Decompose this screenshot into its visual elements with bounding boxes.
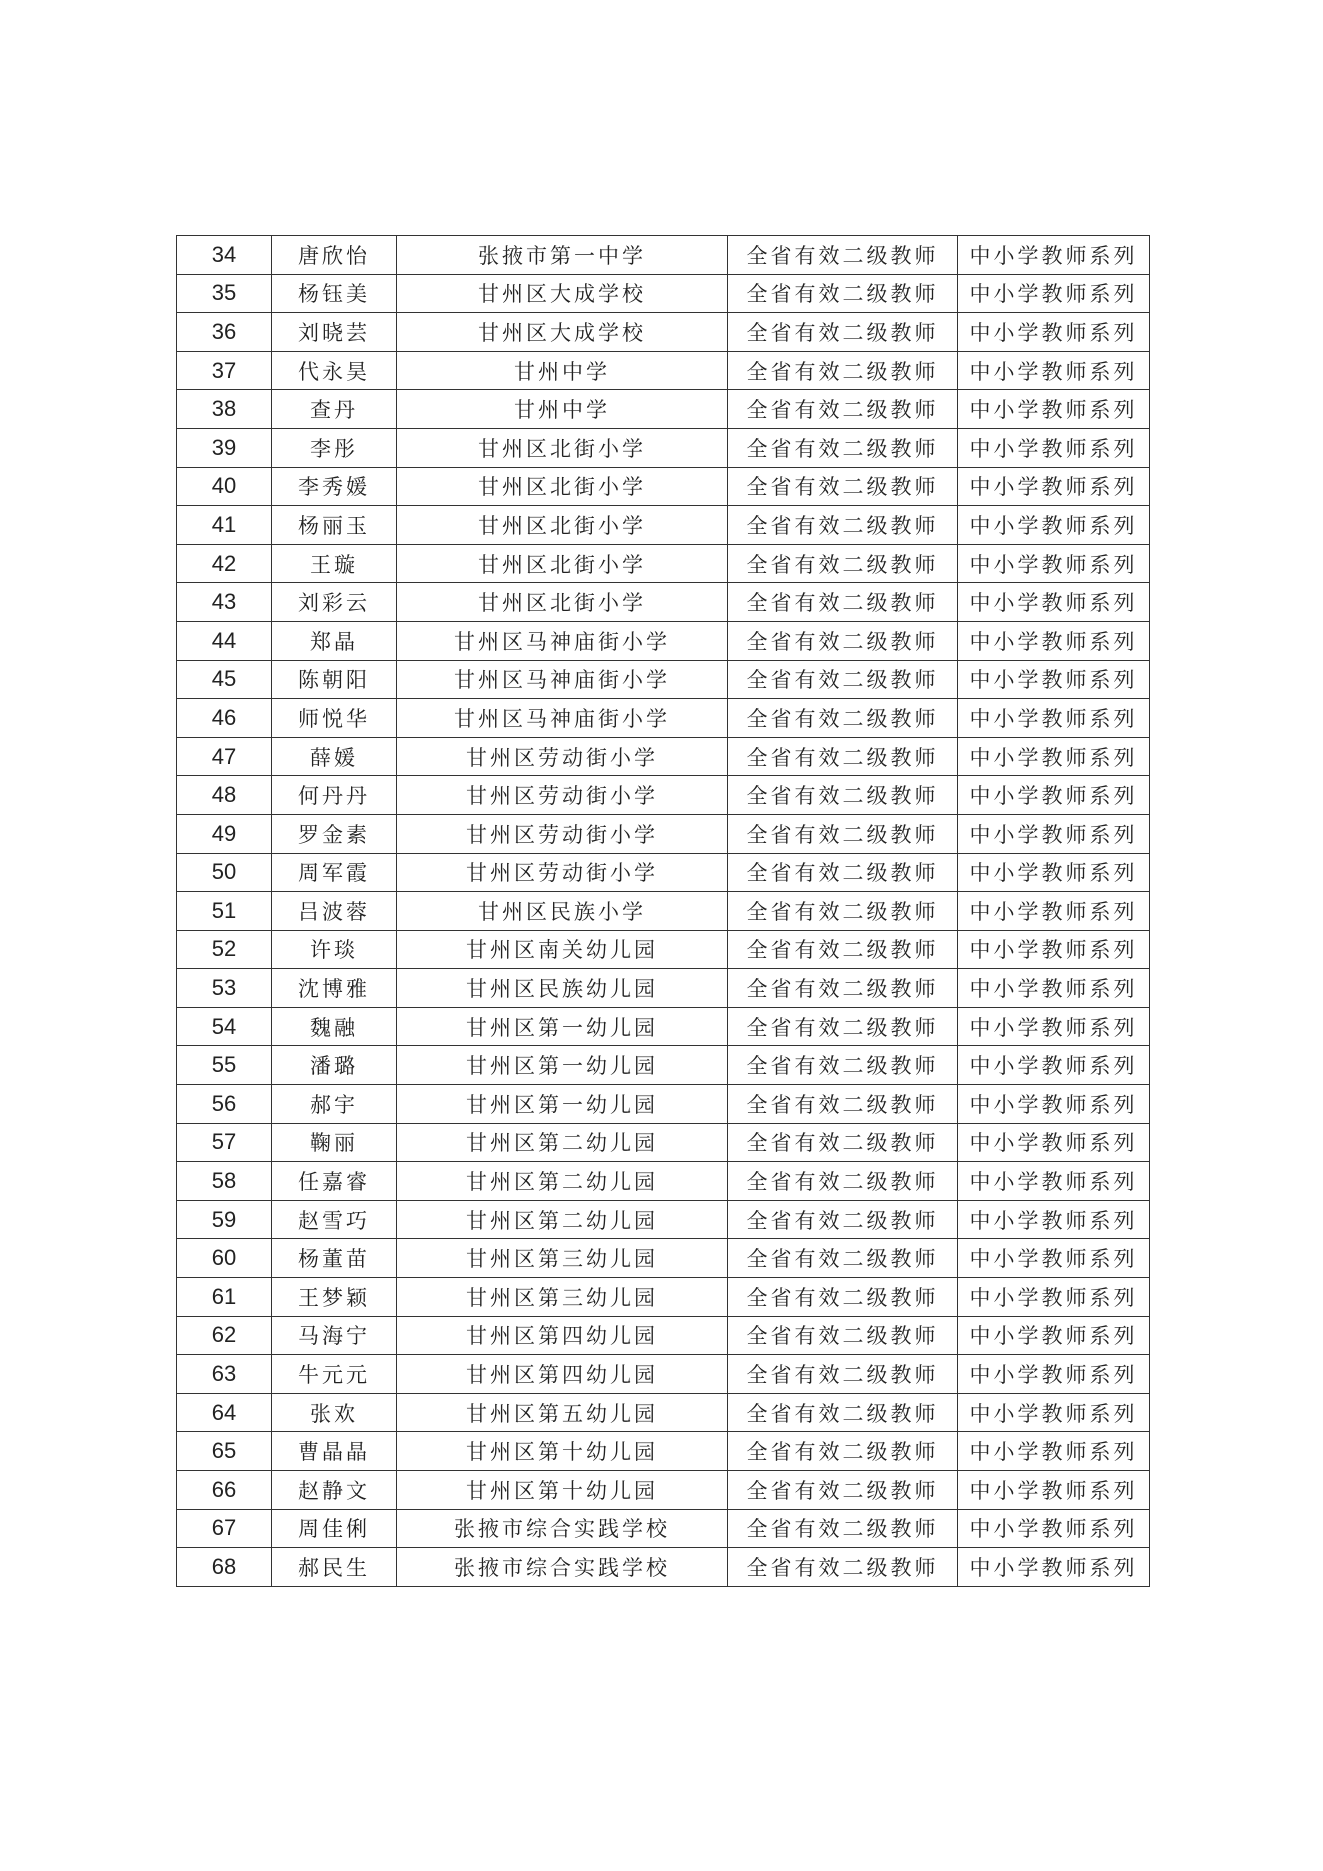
school-unit-cell: 甘州区第四幼儿园 [397,1355,728,1394]
school-unit-cell: 甘州区第四幼儿园 [397,1316,728,1355]
qualification-level-cell: 全省有效二级教师 [728,313,958,352]
school-unit-cell: 甘州区劳动街小学 [397,814,728,853]
table-row [177,236,1150,275]
row-number-cell: 42 [177,544,272,583]
table-row [177,621,1150,660]
row-number-cell: 62 [177,1316,272,1355]
school-unit-cell: 甘州中学 [397,351,728,390]
row-number-cell: 63 [177,1355,272,1394]
teacher-name-cell: 李秀媛 [272,467,397,506]
row-number-cell: 64 [177,1393,272,1432]
table-row [177,1316,1150,1355]
table-row [177,1085,1150,1124]
qualification-level-cell: 全省有效二级教师 [728,814,958,853]
qualification-level-cell: 全省有效二级教师 [728,1509,958,1548]
qualification-level-cell: 全省有效二级教师 [728,1239,958,1278]
qualification-level-cell: 全省有效二级教师 [728,1393,958,1432]
table-row [177,506,1150,545]
qualification-level-cell: 全省有效二级教师 [728,621,958,660]
table-body [177,236,1150,1587]
row-number-cell: 48 [177,776,272,815]
qualification-level-cell: 全省有效二级教师 [728,1046,958,1085]
teacher-name-cell: 任嘉睿 [272,1162,397,1201]
school-unit-cell: 甘州区第二幼儿园 [397,1123,728,1162]
qualification-level-cell: 全省有效二级教师 [728,1007,958,1046]
school-unit-cell: 甘州区第三幼儿园 [397,1239,728,1278]
table-row [177,776,1150,815]
table-row [177,1007,1150,1046]
table-row [177,930,1150,969]
teacher-name-cell: 郝民生 [272,1548,397,1587]
table-row [177,737,1150,776]
teacher-name-cell: 赵雪巧 [272,1200,397,1239]
title-series-cell: 中小学教师系列 [958,274,1150,313]
table-row [177,1239,1150,1278]
school-unit-cell: 甘州区第二幼儿园 [397,1162,728,1201]
title-series-cell: 中小学教师系列 [958,621,1150,660]
row-number-cell: 66 [177,1471,272,1510]
row-number-cell: 41 [177,506,272,545]
school-unit-cell: 甘州中学 [397,390,728,429]
qualification-level-cell: 全省有效二级教师 [728,1548,958,1587]
title-series-cell: 中小学教师系列 [958,1316,1150,1355]
row-number-cell: 36 [177,313,272,352]
table-row [177,390,1150,429]
teacher-name-cell: 杨钰美 [272,274,397,313]
title-series-cell: 中小学教师系列 [958,930,1150,969]
school-unit-cell: 甘州区北街小学 [397,506,728,545]
school-unit-cell: 甘州区北街小学 [397,467,728,506]
teacher-name-cell: 潘璐 [272,1046,397,1085]
teacher-name-cell: 陈朝阳 [272,660,397,699]
title-series-cell: 中小学教师系列 [958,544,1150,583]
school-unit-cell: 甘州区第一幼儿园 [397,1046,728,1085]
teacher-name-cell: 曹晶晶 [272,1432,397,1471]
qualification-level-cell: 全省有效二级教师 [728,274,958,313]
teacher-name-cell: 鞠丽 [272,1123,397,1162]
title-series-cell: 中小学教师系列 [958,1085,1150,1124]
title-series-cell: 中小学教师系列 [958,313,1150,352]
teacher-name-cell: 罗金素 [272,814,397,853]
teacher-name-cell: 代永昊 [272,351,397,390]
table-row [177,1509,1150,1548]
row-number-cell: 34 [177,236,272,275]
qualification-level-cell: 全省有效二级教师 [728,1200,958,1239]
school-unit-cell: 甘州区第一幼儿园 [397,1085,728,1124]
title-series-cell: 中小学教师系列 [958,776,1150,815]
title-series-cell: 中小学教师系列 [958,1046,1150,1085]
qualification-level-cell: 全省有效二级教师 [728,467,958,506]
qualification-level-cell: 全省有效二级教师 [728,1432,958,1471]
teacher-name-cell: 何丹丹 [272,776,397,815]
table-row [177,660,1150,699]
school-unit-cell: 甘州区大成学校 [397,313,728,352]
row-number-cell: 61 [177,1278,272,1317]
teacher-name-cell: 李彤 [272,428,397,467]
school-unit-cell: 甘州区第十幼儿园 [397,1432,728,1471]
title-series-cell: 中小学教师系列 [958,583,1150,622]
school-unit-cell: 甘州区马神庙街小学 [397,699,728,738]
school-unit-cell: 张掖市综合实践学校 [397,1548,728,1587]
title-series-cell: 中小学教师系列 [958,660,1150,699]
row-number-cell: 55 [177,1046,272,1085]
table-row [177,969,1150,1008]
title-series-cell: 中小学教师系列 [958,506,1150,545]
qualification-level-cell: 全省有效二级教师 [728,390,958,429]
school-unit-cell: 甘州区南关幼儿园 [397,930,728,969]
school-unit-cell: 甘州区劳动街小学 [397,776,728,815]
title-series-cell: 中小学教师系列 [958,892,1150,931]
title-series-cell: 中小学教师系列 [958,1509,1150,1548]
table-row [177,313,1150,352]
title-series-cell: 中小学教师系列 [958,1123,1150,1162]
teacher-name-cell: 刘彩云 [272,583,397,622]
teacher-name-cell: 周佳俐 [272,1509,397,1548]
qualification-level-cell: 全省有效二级教师 [728,236,958,275]
title-series-cell: 中小学教师系列 [958,969,1150,1008]
teacher-name-cell: 赵静文 [272,1471,397,1510]
teacher-name-cell: 王璇 [272,544,397,583]
teacher-name-cell: 杨董苗 [272,1239,397,1278]
school-unit-cell: 甘州区劳动街小学 [397,737,728,776]
table-row [177,467,1150,506]
row-number-cell: 52 [177,930,272,969]
qualification-level-cell: 全省有效二级教师 [728,737,958,776]
qualification-level-cell: 全省有效二级教师 [728,660,958,699]
table-row [177,274,1150,313]
teacher-name-cell: 许琰 [272,930,397,969]
school-unit-cell: 甘州区民族小学 [397,892,728,931]
school-unit-cell: 甘州区民族幼儿园 [397,969,728,1008]
table-row [177,1123,1150,1162]
table-row [177,1278,1150,1317]
qualification-level-cell: 全省有效二级教师 [728,428,958,467]
teacher-name-cell: 牛元元 [272,1355,397,1394]
title-series-cell: 中小学教师系列 [958,428,1150,467]
qualification-level-cell: 全省有效二级教师 [728,1355,958,1394]
row-number-cell: 57 [177,1123,272,1162]
row-number-cell: 58 [177,1162,272,1201]
row-number-cell: 38 [177,390,272,429]
school-unit-cell: 甘州区北街小学 [397,583,728,622]
teacher-name-cell: 师悦华 [272,699,397,738]
title-series-cell: 中小学教师系列 [958,853,1150,892]
teacher-name-cell: 沈博雅 [272,969,397,1008]
teacher-name-cell: 马海宁 [272,1316,397,1355]
teacher-list-table [176,235,1150,1587]
qualification-level-cell: 全省有效二级教师 [728,351,958,390]
school-unit-cell: 甘州区第三幼儿园 [397,1278,728,1317]
qualification-level-cell: 全省有效二级教师 [728,1316,958,1355]
title-series-cell: 中小学教师系列 [958,351,1150,390]
table-row [177,1393,1150,1432]
teacher-name-cell: 吕波蓉 [272,892,397,931]
qualification-level-cell: 全省有效二级教师 [728,699,958,738]
table-row [177,853,1150,892]
table-row [177,1046,1150,1085]
title-series-cell: 中小学教师系列 [958,1239,1150,1278]
qualification-level-cell: 全省有效二级教师 [728,506,958,545]
row-number-cell: 49 [177,814,272,853]
row-number-cell: 43 [177,583,272,622]
row-number-cell: 56 [177,1085,272,1124]
row-number-cell: 51 [177,892,272,931]
qualification-level-cell: 全省有效二级教师 [728,583,958,622]
school-unit-cell: 甘州区第五幼儿园 [397,1393,728,1432]
teacher-name-cell: 刘晓芸 [272,313,397,352]
row-number-cell: 46 [177,699,272,738]
qualification-level-cell: 全省有效二级教师 [728,892,958,931]
table-row [177,428,1150,467]
row-number-cell: 53 [177,969,272,1008]
qualification-level-cell: 全省有效二级教师 [728,1278,958,1317]
table-row [177,699,1150,738]
title-series-cell: 中小学教师系列 [958,1007,1150,1046]
table-row [177,1548,1150,1587]
row-number-cell: 39 [177,428,272,467]
qualification-level-cell: 全省有效二级教师 [728,776,958,815]
qualification-level-cell: 全省有效二级教师 [728,853,958,892]
title-series-cell: 中小学教师系列 [958,737,1150,776]
school-unit-cell: 甘州区劳动街小学 [397,853,728,892]
title-series-cell: 中小学教师系列 [958,1393,1150,1432]
teacher-name-cell: 郑晶 [272,621,397,660]
row-number-cell: 68 [177,1548,272,1587]
table-row [177,1355,1150,1394]
school-unit-cell: 甘州区第十幼儿园 [397,1471,728,1510]
row-number-cell: 35 [177,274,272,313]
title-series-cell: 中小学教师系列 [958,814,1150,853]
qualification-level-cell: 全省有效二级教师 [728,930,958,969]
school-unit-cell: 甘州区马神庙街小学 [397,660,728,699]
teacher-name-cell: 杨丽玉 [272,506,397,545]
school-unit-cell: 甘州区大成学校 [397,274,728,313]
title-series-cell: 中小学教师系列 [958,1162,1150,1201]
table-row [177,1471,1150,1510]
row-number-cell: 67 [177,1509,272,1548]
row-number-cell: 59 [177,1200,272,1239]
qualification-level-cell: 全省有效二级教师 [728,969,958,1008]
row-number-cell: 54 [177,1007,272,1046]
qualification-level-cell: 全省有效二级教师 [728,1471,958,1510]
row-number-cell: 60 [177,1239,272,1278]
title-series-cell: 中小学教师系列 [958,390,1150,429]
qualification-level-cell: 全省有效二级教师 [728,1123,958,1162]
title-series-cell: 中小学教师系列 [958,1200,1150,1239]
qualification-level-cell: 全省有效二级教师 [728,1162,958,1201]
title-series-cell: 中小学教师系列 [958,699,1150,738]
row-number-cell: 50 [177,853,272,892]
row-number-cell: 65 [177,1432,272,1471]
table-row [177,1200,1150,1239]
row-number-cell: 40 [177,467,272,506]
table-row [177,351,1150,390]
teacher-name-cell: 周军霞 [272,853,397,892]
title-series-cell: 中小学教师系列 [958,467,1150,506]
table-row [177,583,1150,622]
teacher-name-cell: 查丹 [272,390,397,429]
teacher-name-cell: 张欢 [272,1393,397,1432]
row-number-cell: 44 [177,621,272,660]
school-unit-cell: 甘州区马神庙街小学 [397,621,728,660]
teacher-name-cell: 唐欣怡 [272,236,397,275]
title-series-cell: 中小学教师系列 [958,1432,1150,1471]
school-unit-cell: 甘州区第一幼儿园 [397,1007,728,1046]
qualification-level-cell: 全省有效二级教师 [728,1085,958,1124]
row-number-cell: 47 [177,737,272,776]
teacher-name-cell: 薛媛 [272,737,397,776]
teacher-name-cell: 郝宇 [272,1085,397,1124]
table-row [177,814,1150,853]
teacher-name-cell: 王梦颖 [272,1278,397,1317]
school-unit-cell: 甘州区第二幼儿园 [397,1200,728,1239]
title-series-cell: 中小学教师系列 [958,236,1150,275]
qualification-level-cell: 全省有效二级教师 [728,544,958,583]
table-row [177,892,1150,931]
table-row [177,1432,1150,1471]
teacher-name-cell: 魏融 [272,1007,397,1046]
school-unit-cell: 甘州区北街小学 [397,428,728,467]
row-number-cell: 37 [177,351,272,390]
table-row [177,1162,1150,1201]
title-series-cell: 中小学教师系列 [958,1548,1150,1587]
table-row [177,544,1150,583]
school-unit-cell: 张掖市综合实践学校 [397,1509,728,1548]
school-unit-cell: 甘州区北街小学 [397,544,728,583]
title-series-cell: 中小学教师系列 [958,1355,1150,1394]
title-series-cell: 中小学教师系列 [958,1278,1150,1317]
school-unit-cell: 张掖市第一中学 [397,236,728,275]
row-number-cell: 45 [177,660,272,699]
title-series-cell: 中小学教师系列 [958,1471,1150,1510]
